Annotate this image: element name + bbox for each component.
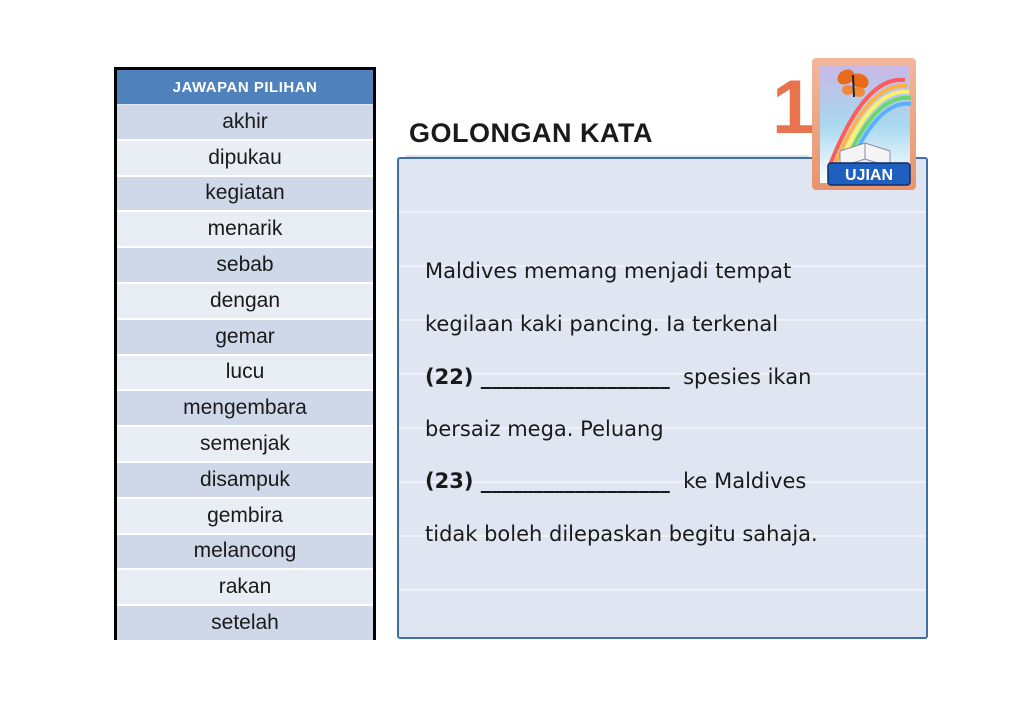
answer-options-header: JAWAPAN PILIHAN xyxy=(117,70,373,105)
passage-line-5 xyxy=(425,469,806,493)
passage-line-2: kegilaan kaki pancing. Ia terkenal xyxy=(425,312,779,336)
answer-option: dengan xyxy=(117,284,373,320)
passage-line-5-text: ke Maldives xyxy=(669,469,807,493)
logo-number: 1 xyxy=(772,65,815,150)
answer-option: menarik xyxy=(117,212,373,248)
answer-options-table xyxy=(114,67,376,640)
passage-line-6: tidak boleh dilepaskan begitu sahaja. xyxy=(425,522,818,546)
answer-option: setelah xyxy=(117,606,373,642)
answer-option: sebab xyxy=(117,248,373,284)
ujian-logo xyxy=(770,55,920,195)
passage-line-1: Maldives memang menjadi tempat xyxy=(425,259,792,283)
logo-label: UJIAN xyxy=(844,167,894,184)
answer-option: kegiatan xyxy=(117,177,373,213)
answer-option: akhir xyxy=(117,105,373,141)
answer-option: mengembara xyxy=(117,391,373,427)
passage-box xyxy=(397,157,928,639)
page-title: GOLONGAN KATA xyxy=(409,118,653,148)
answer-option: disampuk xyxy=(117,463,373,499)
blank-22[interactable]: (22) __________________ xyxy=(425,365,670,389)
answer-option: melancong xyxy=(117,535,373,571)
passage-line-3 xyxy=(425,365,811,389)
answer-option: dipukau xyxy=(117,141,373,177)
passage-line-3-text: spesies ikan xyxy=(669,365,812,389)
answer-option: lucu xyxy=(117,356,373,392)
answer-option: gemar xyxy=(117,320,373,356)
answer-option: rakan xyxy=(117,570,373,606)
answer-option: semenjak xyxy=(117,427,373,463)
passage-line-4: bersaiz mega. Peluang xyxy=(425,417,664,441)
answer-option: gembira xyxy=(117,499,373,535)
blank-23[interactable]: (23) __________________ xyxy=(425,469,670,493)
